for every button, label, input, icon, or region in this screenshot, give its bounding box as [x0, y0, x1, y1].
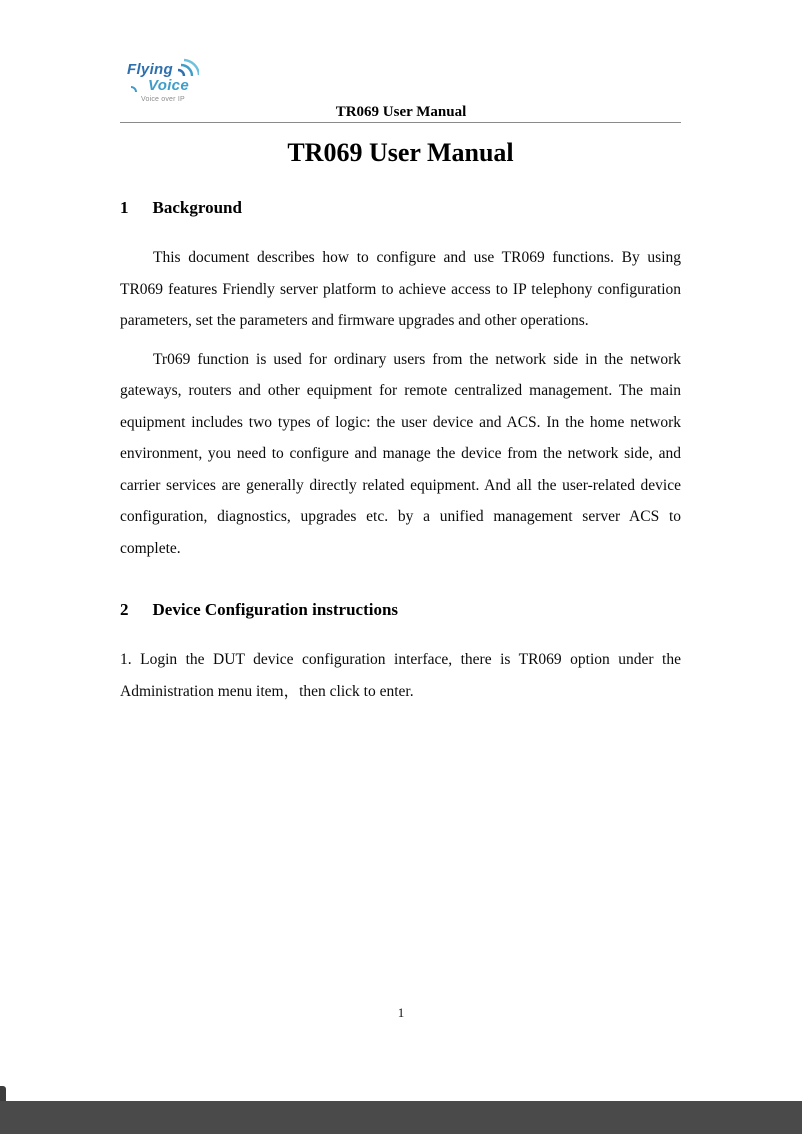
logo-tagline: Voice over IP [141, 96, 185, 103]
logo-row-voice [127, 78, 217, 93]
page-content [120, 134, 681, 714]
logo-text-voice: Voice [148, 77, 189, 94]
page-number: 1 [397, 1005, 405, 1020]
section-number: 2 [120, 600, 129, 619]
viewer-bottom-bar [0, 1101, 802, 1134]
section-title: Background [152, 198, 242, 217]
wave-small-icon [129, 80, 141, 92]
paragraph: Tr069 function is used for ordinary users from the network side in the network gateways, routers and other equipment for remote centralized management. The main equipment includes two types of logic: the user device and ACS. In the home network environment, you need to configure and manage the device from the network side, and carrier services are generally directly related equipment. And all the user-related device configuration, diagnostics, upgrades etc. by a unified management server ACS to complete. [120, 350, 681, 557]
wave-icon [175, 58, 199, 76]
header-rule [120, 122, 681, 123]
logo-text-flying: Flying [127, 61, 173, 78]
document-title: TR069 User Manual [287, 138, 514, 167]
paragraph: 1. Login the DUT device configuration interface, there is TR069 option under the Administration menu item，then click to enter. [120, 651, 681, 700]
flyingvoice-logo [127, 58, 217, 103]
section-title: Device Configuration instructions [152, 600, 399, 619]
running-header: TR069 User Manual [335, 104, 467, 120]
section-heading-device-configuration [120, 600, 681, 620]
logo-row-flying [127, 58, 217, 77]
paragraph: This document describes how to configure and use TR069 functions. By using TR069 features Friendly server platform to achieve access to IP telephony configuration parameters, set the parameters and firmware upgrades and other operations. [120, 249, 681, 329]
section-number: 1 [120, 198, 129, 217]
section-heading-background [120, 198, 681, 218]
